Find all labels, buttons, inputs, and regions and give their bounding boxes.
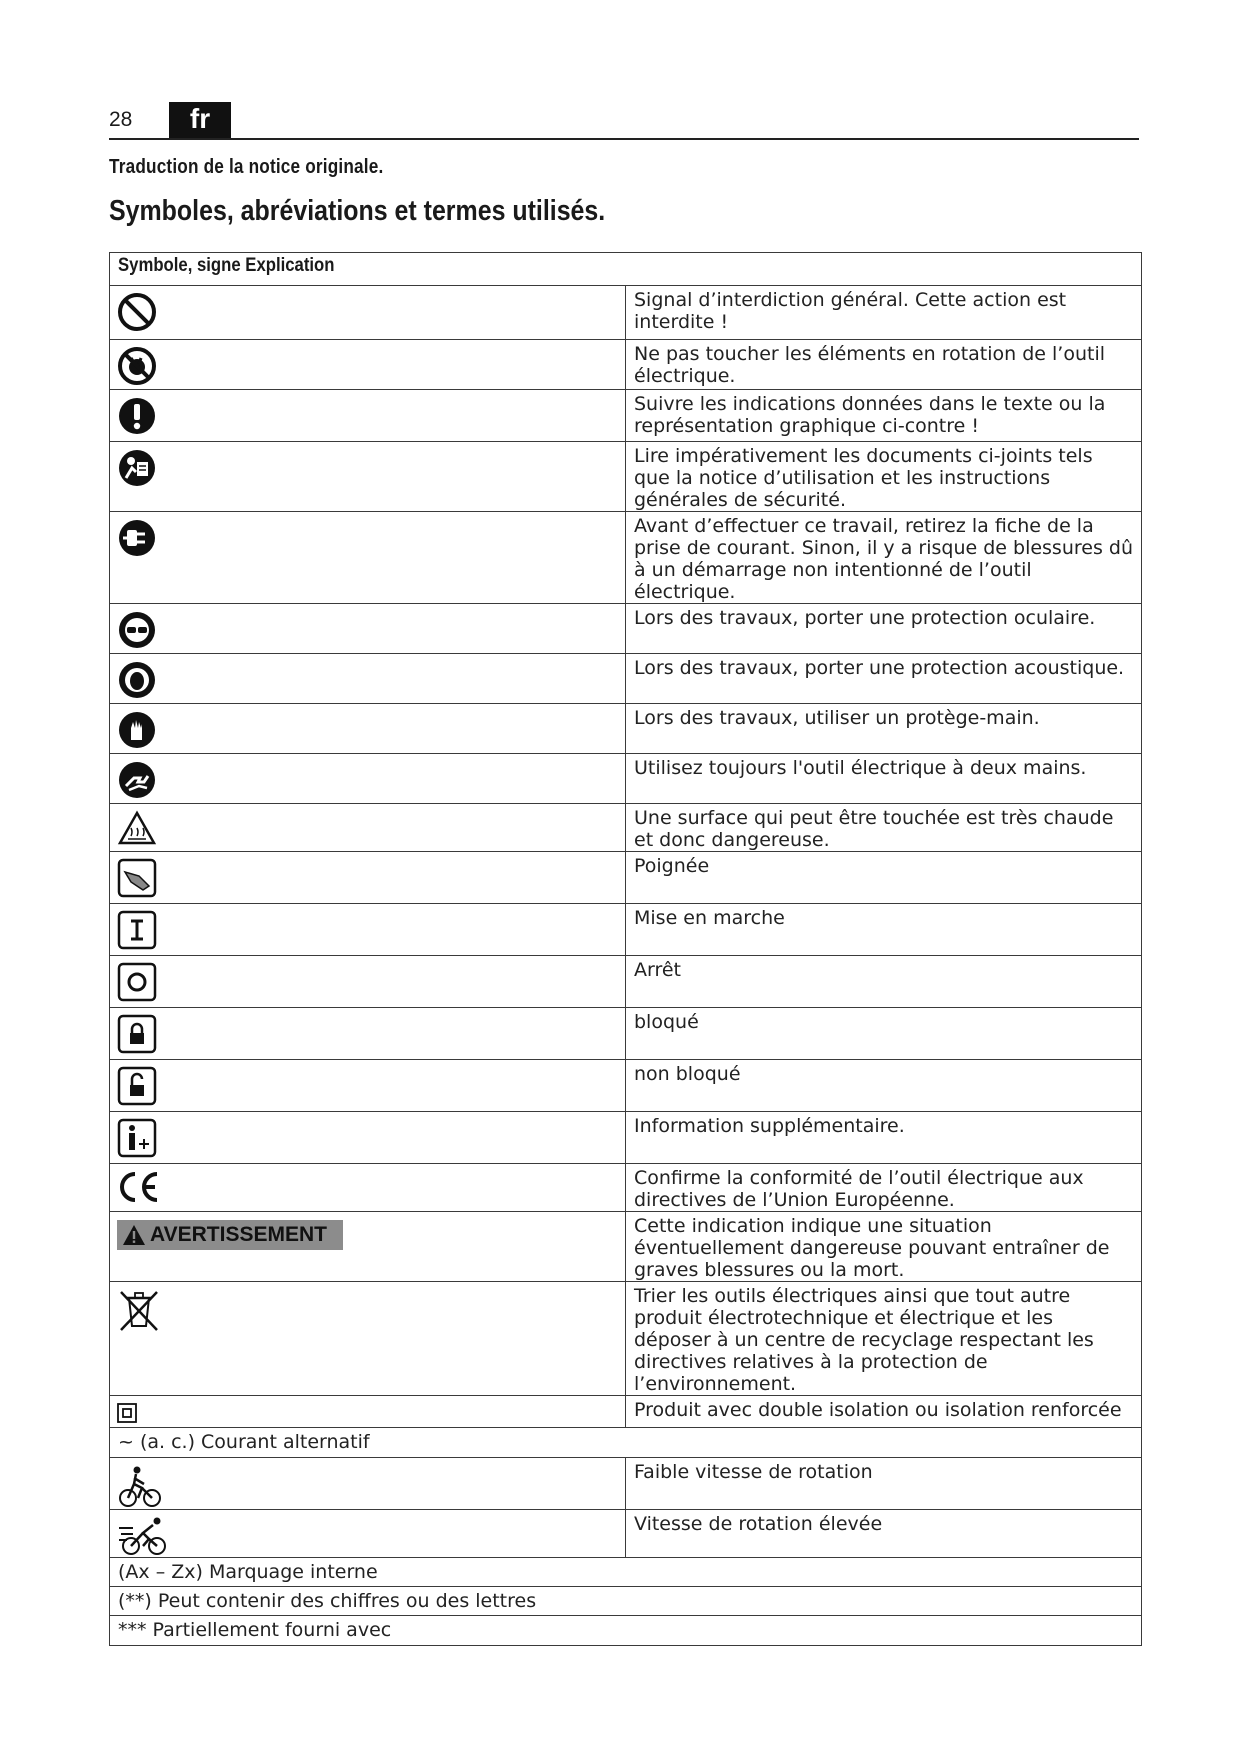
- ac-row-text: ~ (a. c.) Courant alternatif: [110, 1428, 1142, 1458]
- read-manual-icon: [117, 448, 157, 488]
- table-row: [110, 1510, 1142, 1558]
- internal-marking-row: (Ax – Zx) Marquage interne: [110, 1558, 1142, 1587]
- row-explanation: Produit avec double isolation ou isolation renforcée: [626, 1396, 1142, 1428]
- row-explanation: Lors des travaux, porter une protection oculaire.: [626, 604, 1142, 654]
- row-explanation: Une surface qui peut être touchée est très chaude et donc dangereuse.: [626, 804, 1142, 852]
- table-row: [110, 1282, 1142, 1396]
- table-row: [110, 956, 1142, 1008]
- row-explanation: bloqué: [626, 1008, 1142, 1060]
- language-badge: fr: [169, 102, 231, 138]
- table-row: [110, 340, 1142, 390]
- table-row: [110, 654, 1142, 704]
- table-row: [110, 1616, 1142, 1646]
- page-header: [109, 100, 1139, 140]
- two-hands-icon: [117, 760, 157, 800]
- table-row: [110, 286, 1142, 340]
- table-row: [110, 1396, 1142, 1428]
- prohibition-icon: [117, 292, 157, 332]
- warning-badge: [117, 1220, 343, 1250]
- row-explanation: Ne pas toucher les éléments en rotation de l’outil électrique.: [626, 340, 1142, 390]
- table-row: [110, 852, 1142, 904]
- row-explanation: non bloqué: [626, 1060, 1142, 1112]
- table-row: [110, 904, 1142, 956]
- row-explanation: Information supplémentaire.: [626, 1112, 1142, 1164]
- hot-surface-icon: [117, 810, 157, 846]
- page-number: 28: [109, 108, 133, 131]
- page-title: Symboles, abréviations et termes utilisés.: [109, 195, 606, 227]
- row-explanation: Lors des travaux, porter une protection acoustique.: [626, 654, 1142, 704]
- ce-mark-icon: [117, 1170, 161, 1204]
- table-row: [110, 754, 1142, 804]
- eye-protection-icon: [117, 610, 157, 650]
- no-touch-rotating-icon: [117, 346, 157, 386]
- table-row: [110, 1212, 1142, 1282]
- row-explanation: Lors des travaux, utiliser un protège-main.: [626, 704, 1142, 754]
- row-explanation: Confirme la conformité de l’outil électrique aux directives de l’Union Européenne.: [626, 1164, 1142, 1212]
- table-row: [110, 1060, 1142, 1112]
- table-row: [110, 1164, 1142, 1212]
- symbols-table: [109, 252, 1142, 1646]
- slow-speed-icon: [117, 1464, 163, 1508]
- table-row: [110, 1458, 1142, 1510]
- table-header-row: [110, 253, 1142, 286]
- power-on-icon: [117, 910, 157, 950]
- warning-triangle-icon: [122, 1224, 146, 1246]
- exclamation-icon: [117, 396, 157, 436]
- table-row: [110, 512, 1142, 604]
- hand-protection-icon: [117, 710, 157, 750]
- table-row: [110, 1112, 1142, 1164]
- table-row: [110, 442, 1142, 512]
- row-explanation: Trier les outils électriques ainsi que tout autre produit électrotechnique et électrique et les déposer à un centre de recyclage respectant les directives relatives à la protection de l’environnement.: [626, 1282, 1142, 1396]
- row-explanation: Suivre les indications données dans le texte ou la représentation graphique ci-contre !: [626, 390, 1142, 442]
- table-row: [110, 804, 1142, 852]
- table-row: [110, 1587, 1142, 1616]
- row-explanation: Arrêt: [626, 956, 1142, 1008]
- row-explanation: Mise en marche: [626, 904, 1142, 956]
- table-row: [110, 1558, 1142, 1587]
- row-explanation: Lire impérativement les documents ci-joints tels que la notice d’utilisation et les instructions générales de sécurité.: [626, 442, 1142, 512]
- table-row: [110, 704, 1142, 754]
- power-off-icon: [117, 962, 157, 1002]
- table-row: [110, 604, 1142, 654]
- partially-supplied-row: *** Partiellement fourni avec: [110, 1616, 1142, 1646]
- weee-bin-icon: [117, 1288, 161, 1334]
- table-row: [110, 1428, 1142, 1458]
- translation-notice: Traduction de la notice originale.: [109, 156, 384, 178]
- table-header: Symbole, signe Explication: [118, 255, 335, 276]
- warning-badge-label: AVERTISSEMENT: [150, 1223, 327, 1246]
- row-explanation: Faible vitesse de rotation: [626, 1458, 1142, 1510]
- ear-protection-icon: [117, 660, 157, 700]
- row-explanation: Utilisez toujours l'outil électrique à deux mains.: [626, 754, 1142, 804]
- table-row: [110, 390, 1142, 442]
- handle-icon: [117, 858, 157, 898]
- double-insulation-icon: [117, 1403, 137, 1423]
- table-row: [110, 1008, 1142, 1060]
- row-explanation: Poignée: [626, 852, 1142, 904]
- row-explanation: Cette indication indique une situation éventuellement dangereuse pouvant entraîner de graves blessures ou la mort.: [626, 1212, 1142, 1282]
- row-explanation: Signal d’interdiction général. Cette action est interdite !: [626, 286, 1142, 340]
- high-speed-icon: [117, 1516, 173, 1556]
- info-plus-icon: [117, 1118, 157, 1158]
- digits-letters-row: (**) Peut contenir des chiffres ou des lettres: [110, 1587, 1142, 1616]
- locked-icon: [117, 1014, 157, 1054]
- unplug-icon: [117, 518, 157, 558]
- unlocked-icon: [117, 1066, 157, 1106]
- row-explanation: Avant d’effectuer ce travail, retirez la fiche de la prise de courant. Sinon, il y a risque de blessures dû à un démarrage non intentionné de l’outil électrique.: [626, 512, 1142, 604]
- row-explanation: Vitesse de rotation élevée: [626, 1510, 1142, 1558]
